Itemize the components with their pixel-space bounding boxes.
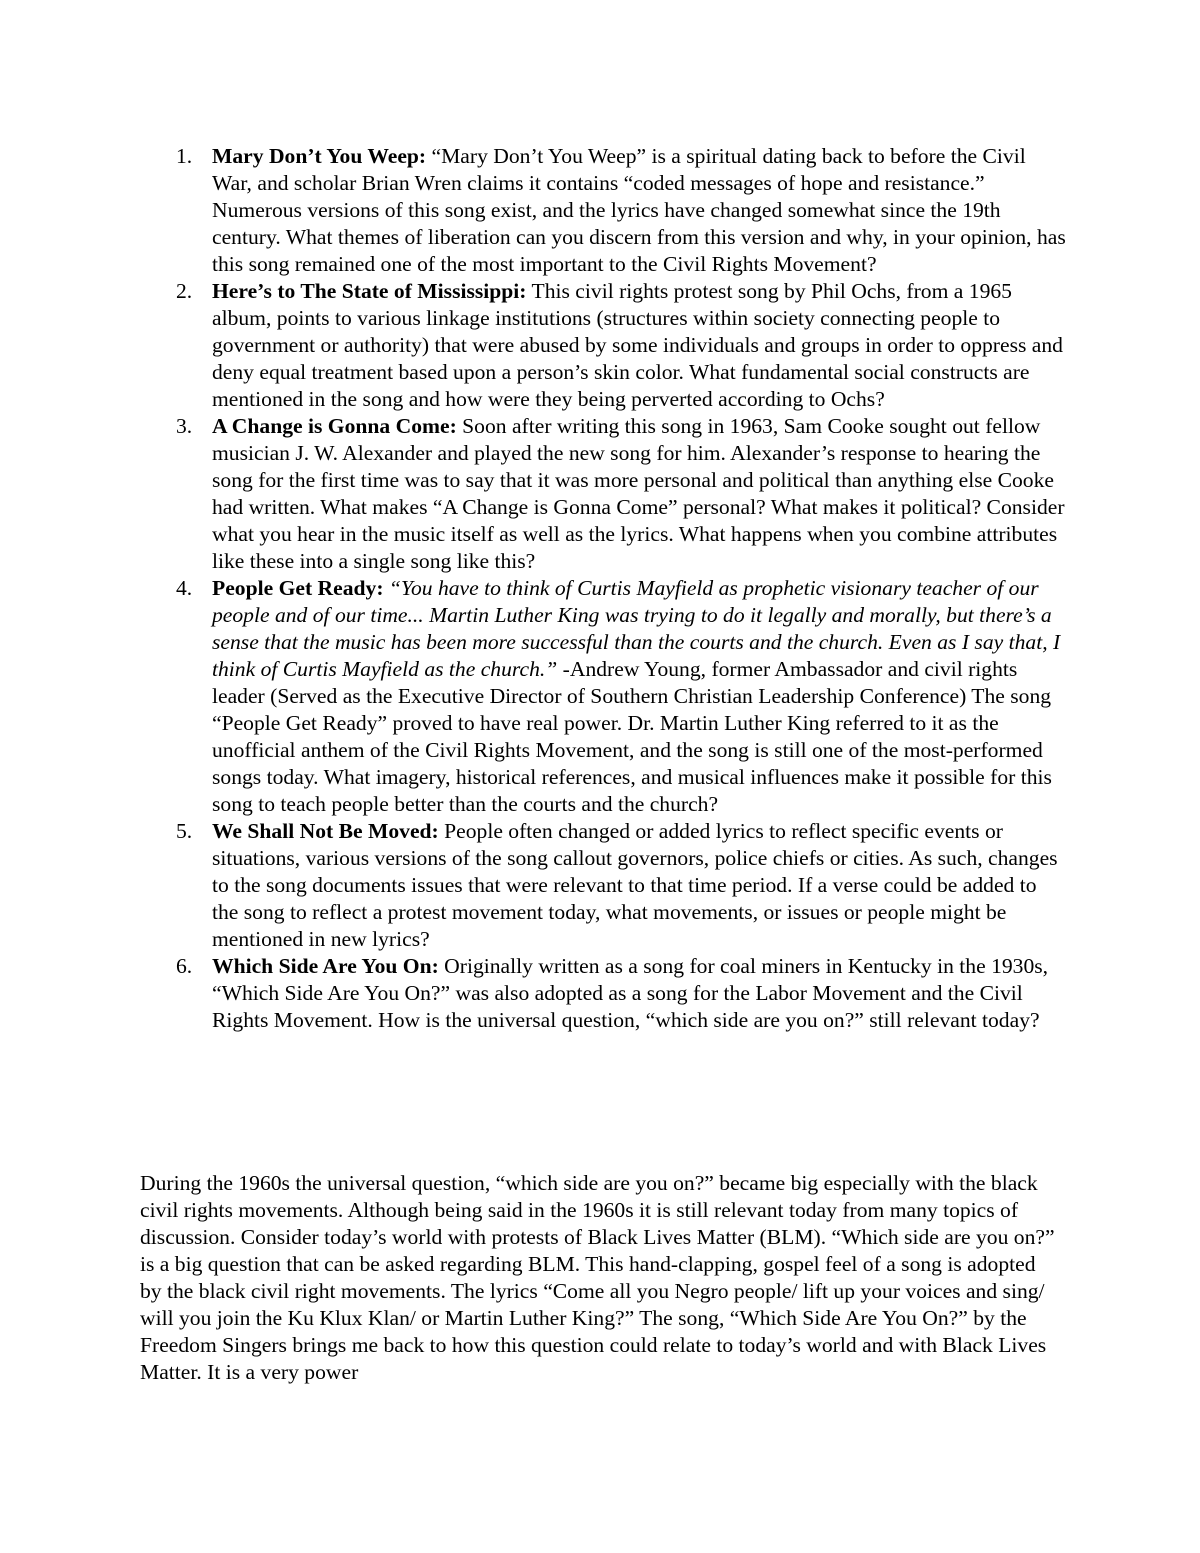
question-body: People often changed or added lyrics to reflect specific events or situations, various versions of the song callout governors, police chiefs or cities. As such, changes to the song documents issues that were relevant to that time period. If a verse could be added to the song to reflect a protest movement today, what movements, or issues or people might be mentioned in new lyrics? <box>212 819 1058 951</box>
question-item <box>176 818 1068 953</box>
question-number: 4. <box>176 576 193 600</box>
question-title: Mary Don’t You Weep: <box>212 144 427 168</box>
question-body: Originally written as a song for coal miners in Kentucky in the 1930s, “Which Side Are You On?” was also adopted as a song for the Labor Movement and the Civil Rights Movement. How is the universal question, “which side are you on?” still relevant today? <box>212 954 1049 1032</box>
question-number: 5. <box>176 819 193 843</box>
question-item <box>176 143 1068 278</box>
question-body: “Mary Don’t You Weep” is a spiritual dating back to before the Civil War, and scholar Brian Wren claims it contains “coded messages of hope and resistance.” Numerous versions of this song exist, and the lyrics have changed somewhat since the 19th century. What themes of liberation can you discern from this version and why, in your opinion, has this song remained one of the most important to the Civil Rights Movement? <box>212 144 1066 276</box>
question-number: 2. <box>176 279 193 303</box>
question-body: Soon after writing this song in 1963, Sam Cooke sought out fellow musician J. W. Alexander and played the new song for him. Alexander’s response to hearing the song for the first time was to say that it was more personal and political than anything else Cooke had written. What makes “A Change is Gonna Come” personal? What makes it political? Consider what you hear in the music itself as well as the lyrics. What happens when you combine attributes like these into a single song like this? <box>212 414 1065 573</box>
question-item <box>176 575 1068 818</box>
question-item <box>176 278 1068 413</box>
question-quote: “You have to think of Curtis Mayfield as prophetic visionary teacher of our people and of our time... Martin Luther King was trying to do it legally and morally, but there’s a sense that the music has been more successful than the courts and the church. Even as I say that, I think of Curtis Mayfield as the church.” <box>212 576 1061 681</box>
response-paragraph: During the 1960s the universal question, “which side are you on?” became big especially with the black civil rights movements. Although being said in the 1960s it is still relevant today from many topics of discussion. Consider today’s world with protests of Black Lives Matter (BLM). “Which side are you on?” is a big question that can be asked regarding BLM. This hand-clapping, gospel feel of a song is adopted by the black civil right movements. The lyrics “Come all you Negro people/ lift up your voices and sing/ will you join the Ku Klux Klan/ or Martin Luther King?” The song, “Which Side Are You On?” by the Freedom Singers brings me back to how this question could relate to today’s world and with Black Lives Matter. It is a very power <box>140 1171 1055 1384</box>
question-body: -Andrew Young, former Ambassador and civil rights leader (Served as the Executive Director of Southern Christian Leadership Conference) The song “People Get Ready” proved to have real power. Dr. Martin Luther King referred to it as the unofficial anthem of the Civil Rights Movement, and the song is still one of the most-performed songs today. What imagery, historical references, and musical influences make it possible for this song to teach people better than the courts and the church? <box>212 657 1052 816</box>
question-list <box>176 143 1068 1034</box>
question-body: This civil rights protest song by Phil Ochs, from a 1965 album, points to various linkage institutions (structures within society connecting people to government or authority) that were abused by some individuals and groups in order to oppress and deny equal treatment based upon a person’s skin color. What fundamental social constructs are mentioned in the song and how were they being perverted according to Ochs? <box>212 279 1063 411</box>
question-item <box>176 413 1068 575</box>
question-title: Here’s to The State of Mississippi: <box>212 279 527 303</box>
question-number: 6. <box>176 954 193 978</box>
question-title: Which Side Are You On: <box>212 954 439 978</box>
question-title: People Get Ready: <box>212 576 384 600</box>
question-item <box>176 953 1068 1034</box>
question-title: A Change is Gonna Come: <box>212 414 457 438</box>
question-title: We Shall Not Be Moved: <box>212 819 439 843</box>
question-number: 3. <box>176 414 193 438</box>
question-number: 1. <box>176 144 193 168</box>
